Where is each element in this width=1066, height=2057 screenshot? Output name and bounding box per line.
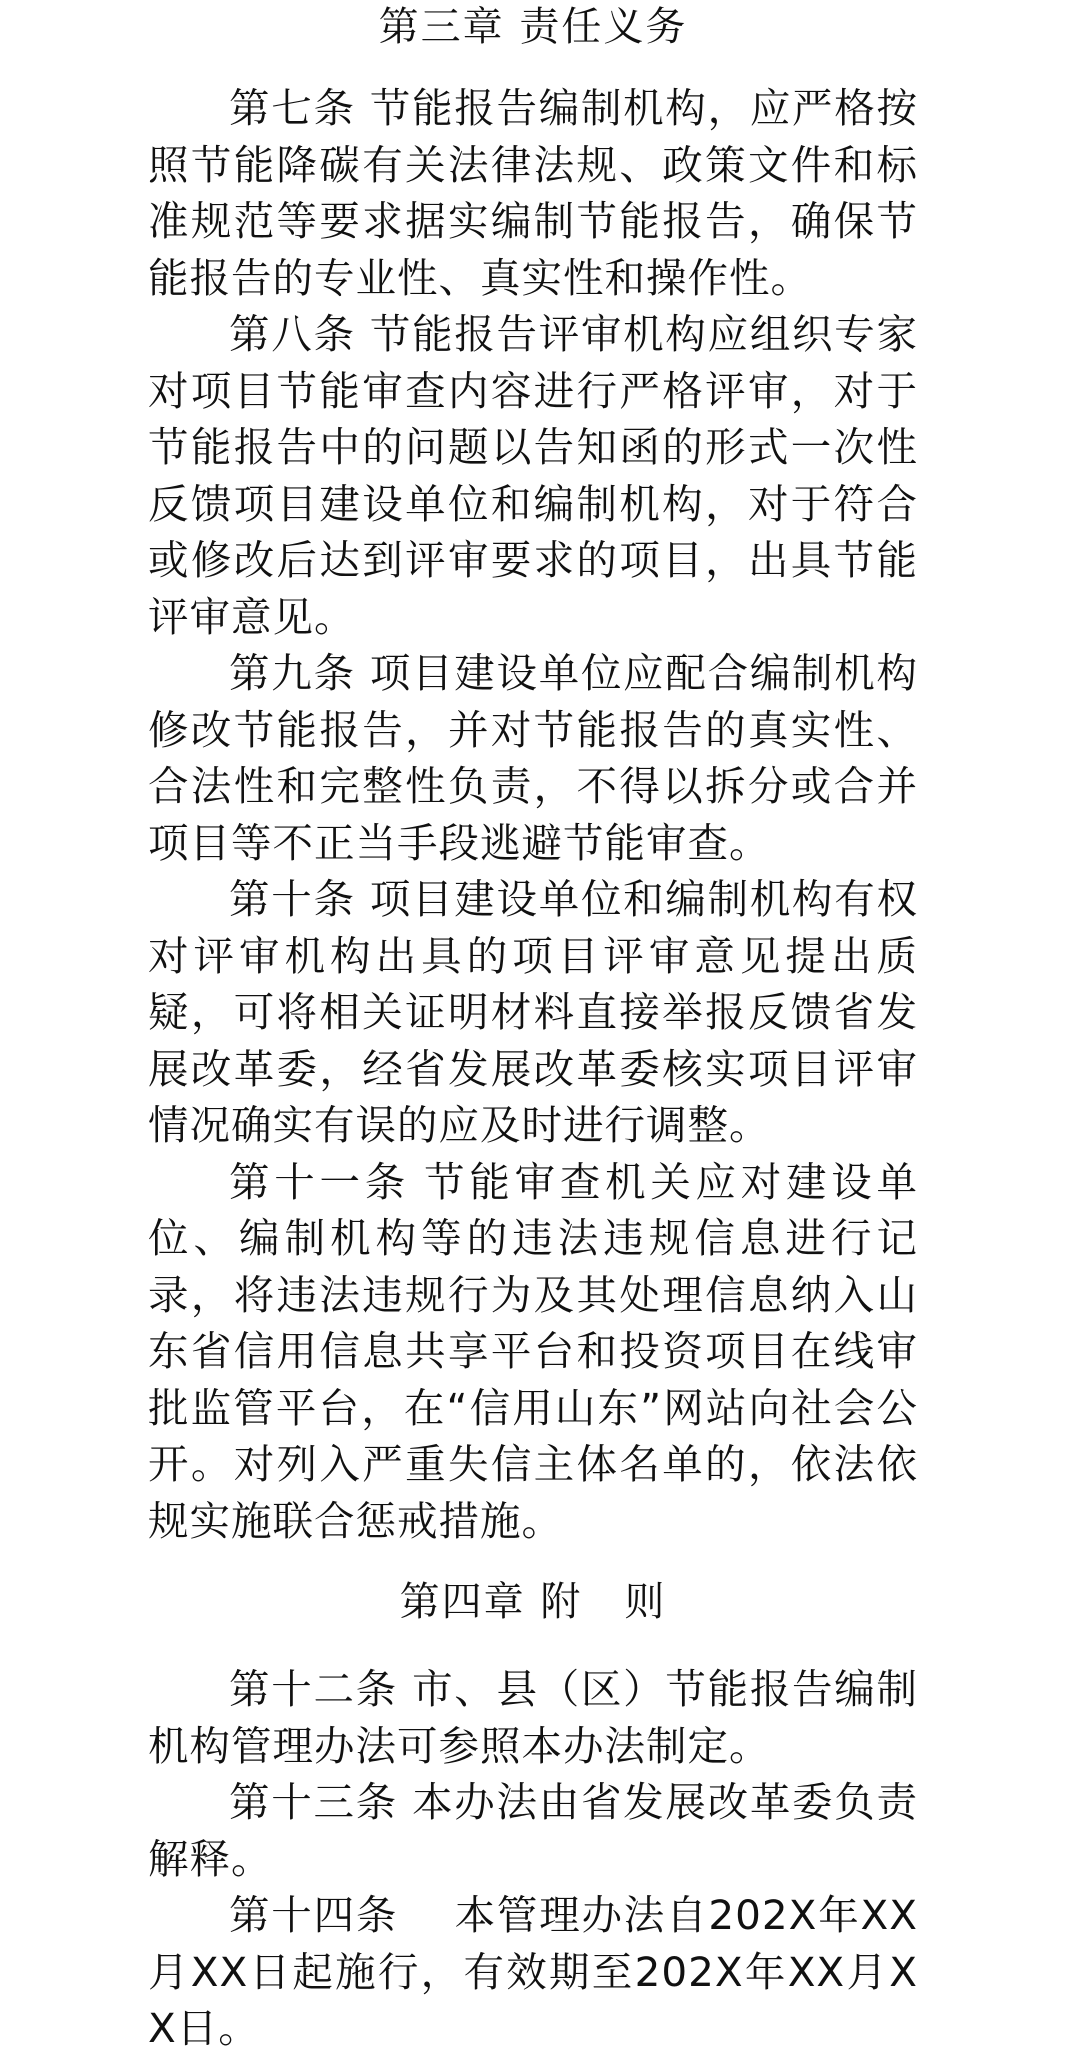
chapter-title: 第三章 责任义务 (378, 4, 688, 50)
article-text: 项目建设单位和编制机构有权对评审机构出具的项目评审意见提出质疑，可将相关证明材料直接举报反馈省发展改革委，经省发展改革委核实项目评审情况确实有误的应及时进行调整。 (148, 875, 919, 1149)
article-8 (148, 306, 918, 645)
article-9 (148, 645, 918, 871)
article-text: 节能报告评审机构应组织专家对项目节能审查内容进行严格评审，对于节能报告中的问题以告知函的形式一次性反馈项目建设单位和编制机构，对于符合或修改后达到评审要求的项目，出具节能评审意见。 (148, 310, 919, 641)
article-11 (148, 1154, 918, 1550)
article-label: 第八条 (229, 310, 356, 358)
article-10 (148, 871, 918, 1154)
article-label: 第十条 (229, 875, 356, 923)
article-text: 市、县（区）节能报告编制机构管理办法可参照本办法制定。 (148, 1665, 919, 1770)
chapter-title: 第四章 附 则 (399, 1579, 667, 1625)
article-12 (148, 1661, 918, 1774)
article-label: 第十二条 (229, 1665, 398, 1713)
article-text: 项目建设单位应配合编制机构修改节能报告，并对节能报告的真实性、合法性和完整性负责，不得以拆分或合并项目等不正当手段逃避节能审查。 (148, 649, 919, 867)
article-label: 第七条 (229, 84, 356, 132)
article-text: 本办法由省发展改革委负责解释。 (148, 1778, 919, 1883)
article-label: 第九条 (229, 649, 356, 697)
article-label: 第十四条 (229, 1891, 399, 1939)
article-text: 本管理办法自202X年XX月XX日起施行，有效期至202X年XX月XX日。 (148, 1891, 918, 2052)
article-14 (148, 1887, 918, 2057)
article-label: 第十一条 (229, 1157, 410, 1206)
article-text: 节能报告编制机构，应严格按照节能降碳有关法律法规、政策文件和标准规范等要求据实编制节能报告，确保节能报告的专业性、真实性和操作性。 (148, 84, 919, 302)
document-body (148, 0, 918, 2057)
article-label: 第十三条 (229, 1778, 398, 1826)
article-13 (148, 1774, 918, 1887)
article-7 (148, 80, 918, 306)
article-text: 节能审查机关应对建设单位、编制机构等的违法违规信息进行记录，将违法违规行为及其处理信息纳入山东省信用信息共享平台和投资项目在线审批监管平台，在“信用山东”网站向社会公开。对列入严重失信主体名单的，依法依规实施联合惩戒措施。 (148, 1157, 919, 1545)
